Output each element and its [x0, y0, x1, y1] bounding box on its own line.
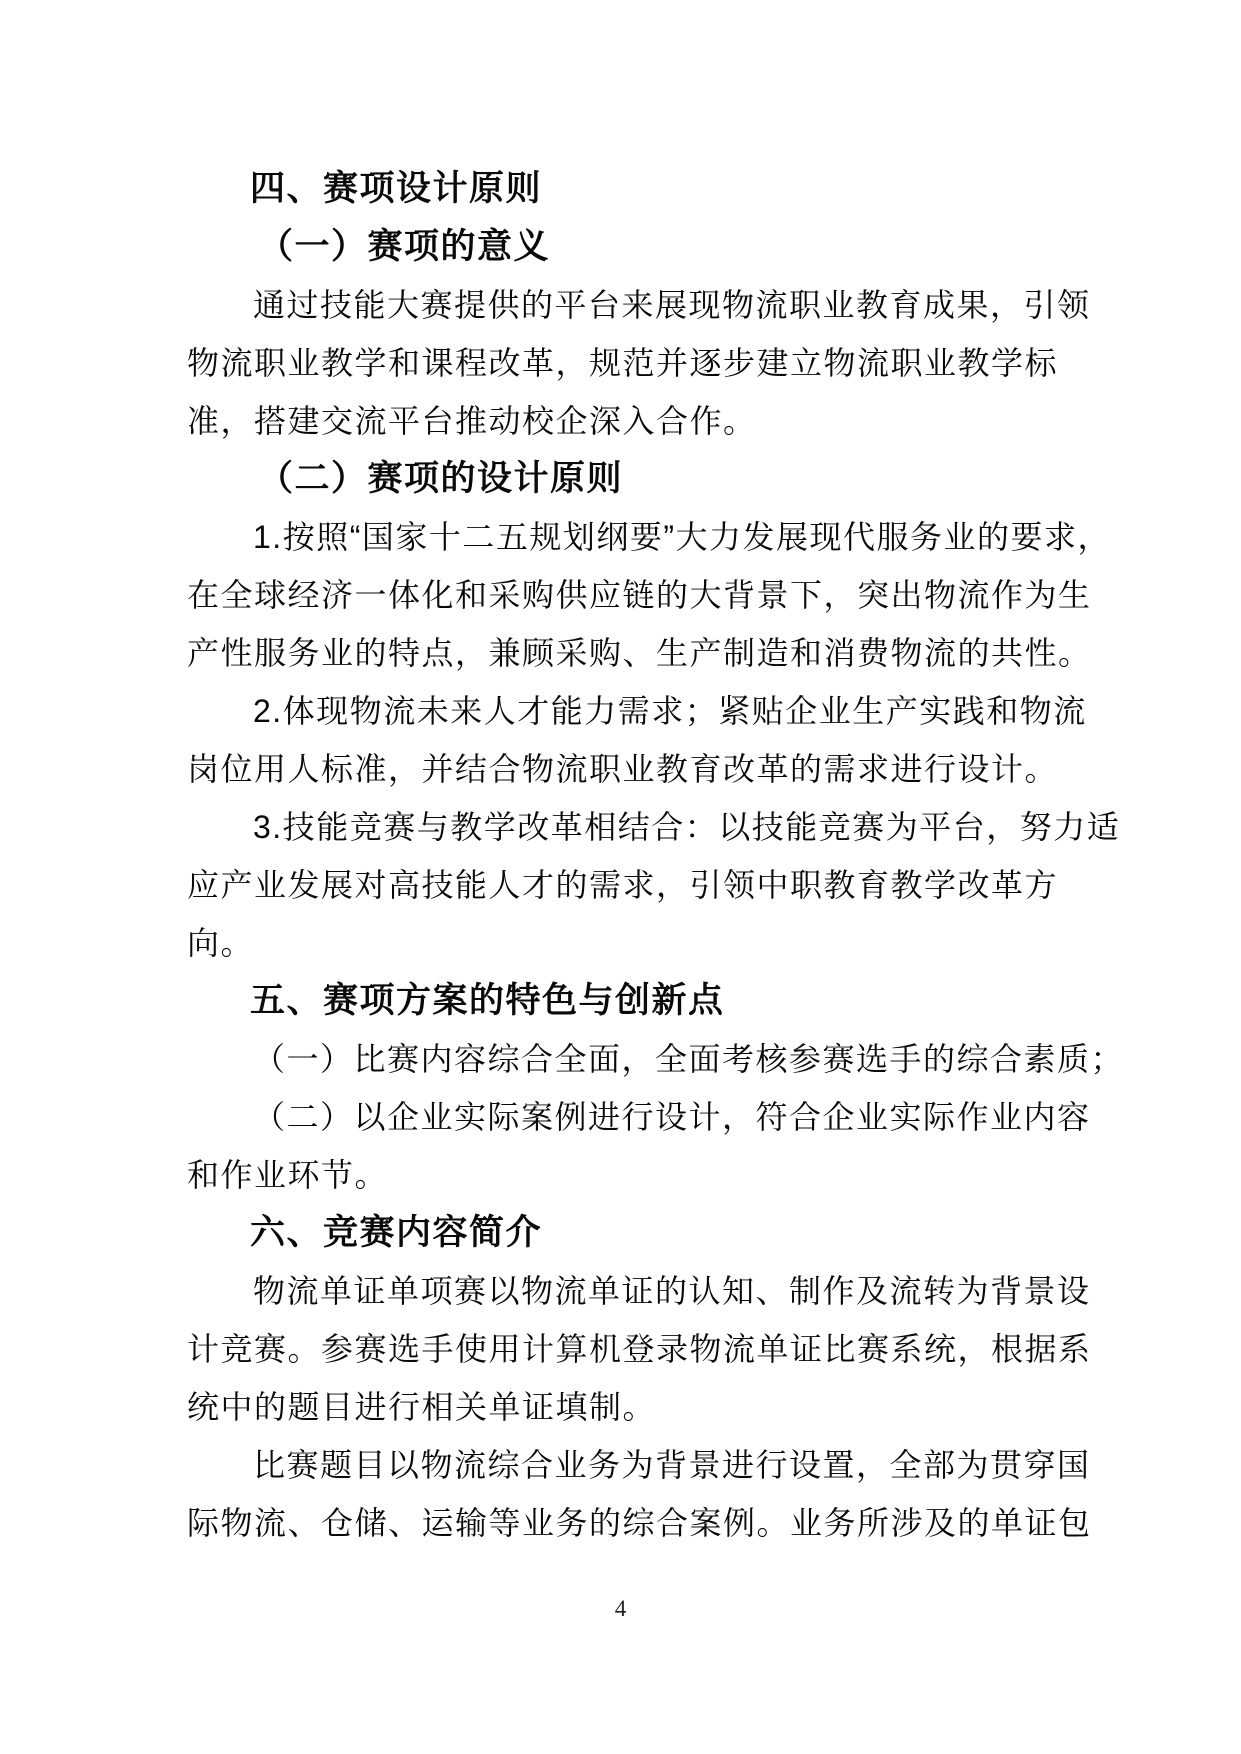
heading-section-6: 六、竞赛内容简介: [250, 1213, 543, 1252]
body-line: 计竞赛。参赛选手使用计算机登录物流单证比赛系统，根据系: [187, 1331, 1092, 1367]
heading-sub-4-2: （二）赛项的设计原则: [258, 459, 624, 498]
body-line-list-item-1: （一）比赛内容综合全面，全面考核参赛选手的综合素质；: [253, 1041, 1125, 1077]
body-line: 准，搭建交流平台推动校企深入合作。: [187, 403, 757, 439]
body-line: 岗位用人标准，并结合物流职业教育改革的需求进行设计。: [187, 751, 1059, 787]
body-line: 物流职业教学和课程改革，规范并逐步建立物流职业教学标: [187, 345, 1059, 381]
body-line: 通过技能大赛提供的平台来展现物流职业教育成果，引领: [253, 287, 1091, 323]
heading-section-4: 四、赛项设计原则: [250, 169, 543, 208]
body-line: 际物流、仓储、运输等业务的综合案例。业务所涉及的单证包: [187, 1505, 1092, 1541]
document-body: [0, 160, 1241, 1552]
body-line-numbered-item-2: 2.体现物流未来人才能力需求；紧贴企业生产实践和物流: [253, 693, 1087, 729]
body-line: 比赛题目以物流综合业务为背景进行设置，全部为贯穿国: [253, 1447, 1091, 1483]
body-line-list-item-2: （二）以企业实际案例进行设计，符合企业实际作业内容: [253, 1099, 1091, 1135]
body-line: 向。: [187, 925, 255, 961]
body-line: 统中的题目进行相关单证填制。: [187, 1389, 657, 1425]
body-line: 产性服务业的特点，兼顾采购、生产制造和消费物流的共性。: [187, 635, 1092, 671]
body-line: 在全球经济一体化和采购供应链的大背景下，突出物流作为生: [187, 577, 1092, 613]
page-number: 4: [614, 1596, 627, 1621]
heading-sub-4-1: （一）赛项的意义: [258, 227, 551, 266]
heading-section-5: 五、赛项方案的特色与创新点: [250, 981, 725, 1020]
body-line-numbered-item-1: 1.按照“国家十二五规划纲要”大力发展现代服务业的要求，: [253, 519, 1112, 555]
body-line: 物流单证单项赛以物流单证的认知、制作及流转为背景设: [253, 1273, 1091, 1309]
body-line: 应产业发展对高技能人才的需求，引领中职教育教学改革方: [187, 867, 1059, 903]
body-line-numbered-item-3: 3.技能竞赛与教学改革相结合：以技能竞赛为平台，努力适: [253, 809, 1121, 845]
body-line: 和作业环节。: [187, 1157, 389, 1193]
